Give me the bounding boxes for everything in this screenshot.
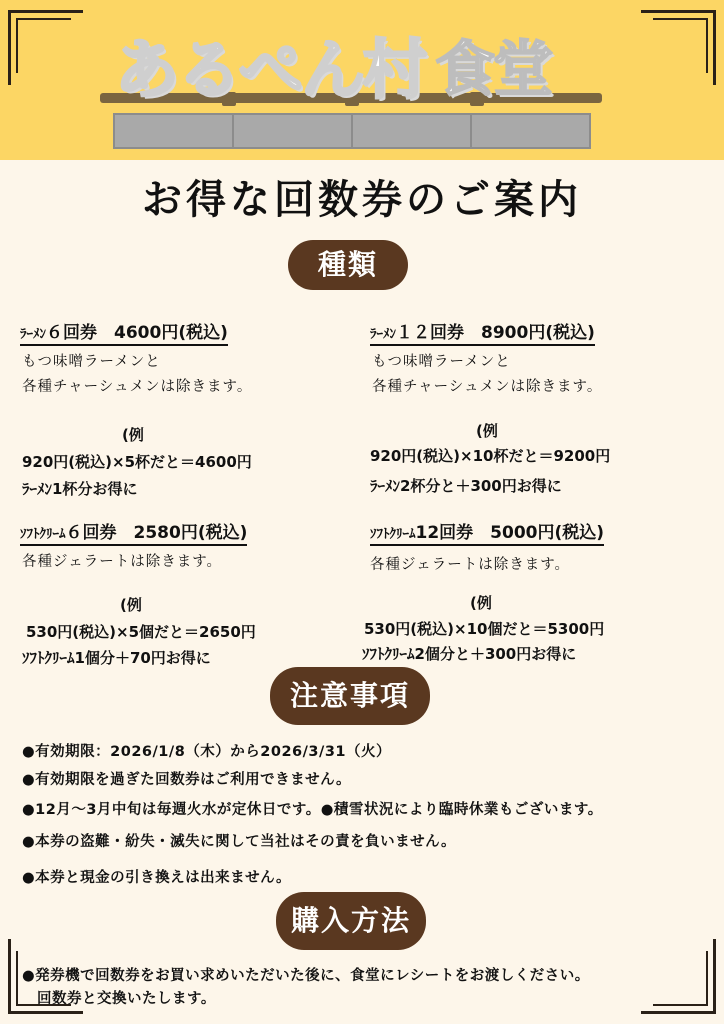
page-title: お得な回数券のご案内 [142, 177, 582, 223]
section-pill-purchase: 購入方法 [276, 892, 426, 950]
note-item: ●有効期限を過ぎた回数券はご利用できません。 [22, 772, 352, 788]
ticket-title: 12回券 5000円(税込) [415, 523, 605, 543]
example-line: 530円(税込)×10個だと＝5300円 [364, 620, 605, 638]
note-item: ●12月～3月中旬は毎週火水が定休日です。●積雪状況により臨時休業もございます。 [22, 802, 603, 818]
example-line: ﾗｰﾒﾝ1杯分お得に [22, 480, 138, 498]
note-item: ●本券と現金の引き換えは出来ません。 [22, 870, 292, 886]
note-item: ●本券の盗難・紛失・滅失に関して当社はその責を負いません。 [22, 834, 457, 850]
ticket-desc: もつ味噌ラーメンと [372, 354, 511, 370]
restaurant-logo [115, 25, 551, 108]
ticket-prefix: ｿﾌﾄｸﾘｰﾑ [370, 527, 416, 542]
ticket-prefix: ｿﾌﾄｸﾘｰﾑ [20, 527, 66, 542]
ticket-desc: 各種ジェラートは除きます。 [370, 557, 571, 573]
ticket-desc: もつ味噌ラーメンと [22, 354, 161, 370]
note-item: ●有効期限：2026/1/8（木）から2026/3/31（火） [22, 744, 391, 760]
example-line: 920円(税込)×10杯だと＝9200円 [370, 447, 611, 465]
ticket-heading [20, 318, 228, 346]
stone-wall [113, 113, 591, 149]
section-pill-notes: 注意事項 [270, 667, 430, 725]
ticket-heading [370, 318, 595, 346]
ticket-desc: 各種ジェラートは除きます。 [22, 554, 223, 570]
example-label: (例 [476, 422, 498, 440]
purchase-line: ●発券機で回数券をお買い求めいただいた後に、食堂にレシートをお渡しください。 [22, 968, 590, 984]
logo-main: あるぺん村 [115, 34, 425, 108]
ticket-title: １２回券 8900円(税込) [396, 323, 595, 343]
ticket-heading [20, 518, 247, 546]
ticket-heading [370, 518, 604, 546]
example-line: 530円(税込)×5個だと＝2650円 [26, 623, 256, 641]
example-line: 920円(税込)×5杯だと＝4600円 [22, 453, 252, 471]
example-line: ｿﾌﾄｸﾘｰﾑ2個分と＋300円お得に [362, 645, 577, 663]
ticket-prefix: ﾗｰﾒﾝ [370, 327, 396, 342]
logo-sub: 食堂 [435, 35, 551, 105]
example-label: (例 [120, 596, 142, 614]
ticket-desc: 各種チャーシュメンは除きます。 [22, 379, 253, 395]
section-pill-types: 種類 [288, 240, 408, 290]
example-line: ｿﾌﾄｸﾘｰﾑ1個分＋70円お得に [22, 649, 211, 667]
ticket-title: ６回券 2580円(税込) [65, 523, 248, 543]
ticket-prefix: ﾗｰﾒﾝ [20, 327, 46, 342]
example-label: (例 [470, 594, 492, 612]
ticket-desc: 各種チャーシュメンは除きます。 [372, 379, 603, 395]
purchase-line: 回数券と交換いたします。 [22, 991, 216, 1007]
example-line: ﾗｰﾒﾝ2杯分と＋300円お得に [370, 477, 562, 495]
ticket-title: ６回券 4600円(税込) [46, 323, 228, 343]
example-label: (例 [122, 426, 144, 444]
